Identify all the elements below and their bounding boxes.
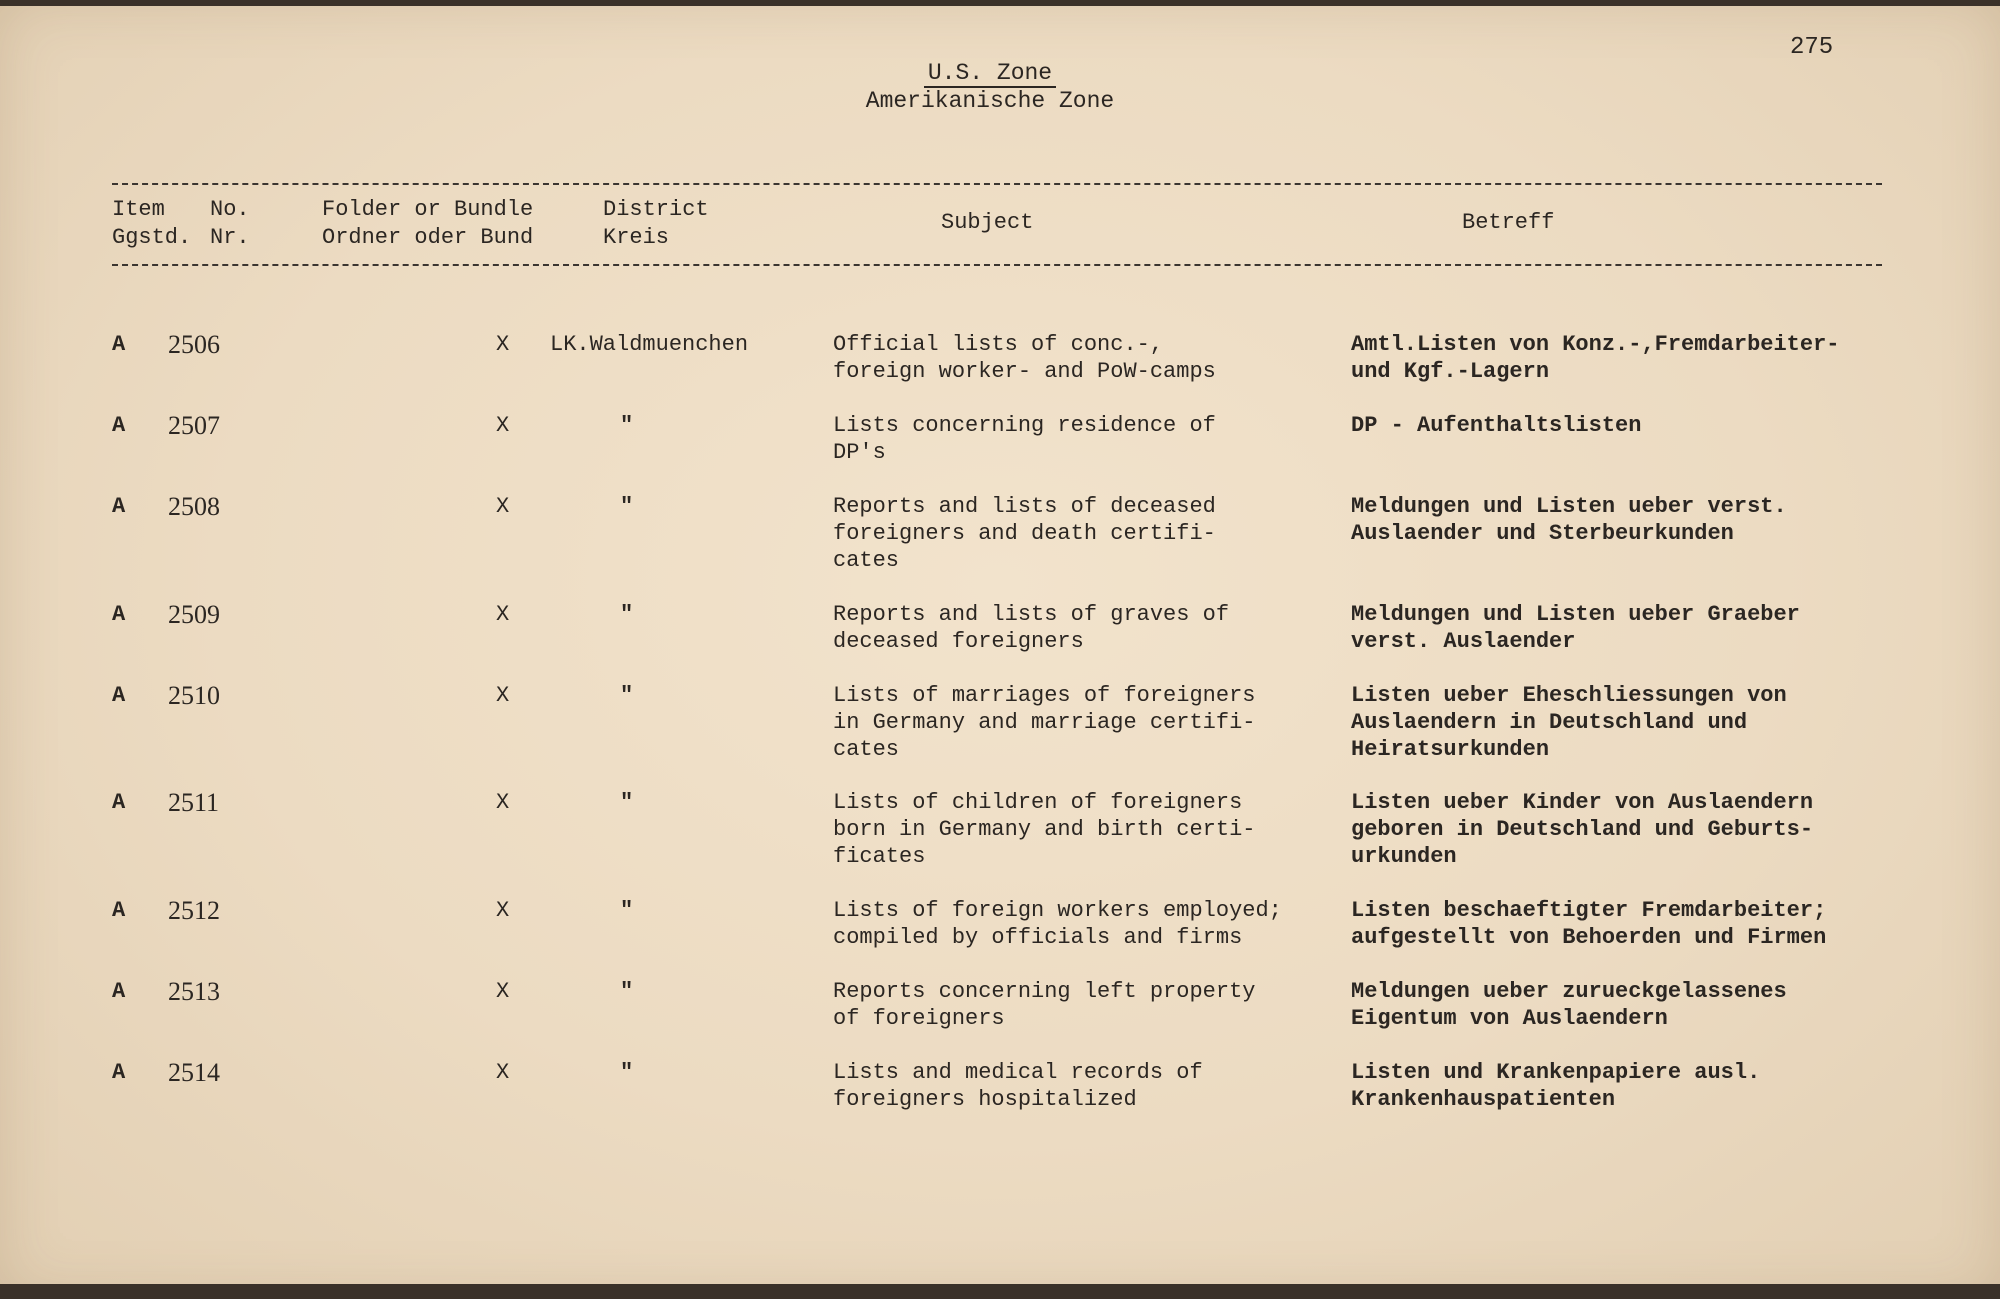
item-number: 2509 [168, 600, 220, 629]
title-line-1 [0, 60, 1980, 86]
folder-mark: X [496, 413, 510, 438]
item-number: 2506 [168, 330, 220, 359]
item-number: 2508 [168, 492, 220, 521]
header-no [210, 196, 250, 252]
item-number: 2514 [168, 1058, 220, 1087]
folder-mark: X [496, 494, 510, 519]
title-line-2: Amerikanische Zone [865, 88, 1115, 114]
subject: Reports and lists of graves of deceased foreigners [833, 602, 1230, 654]
district: LK.Waldmuenchen [550, 332, 749, 357]
betreff: DP - Aufenthaltslisten [1351, 413, 1642, 438]
betreff: Amtl.Listen von Konz.-,Fremdarbeiter- und Kgf.-Lagern [1351, 332, 1840, 384]
header-top-rule [112, 183, 1882, 185]
betreff: Listen und Krankenpapiere ausl. Krankenhauspatienten [1351, 1060, 1761, 1112]
header-no-de: Nr. [210, 225, 250, 250]
header-district [603, 196, 709, 252]
zone-title: U.S. Zone [924, 60, 1056, 88]
subject: Lists of marriages of foreigners in Germany and marriage certifi- cates [833, 683, 1256, 762]
subject: Lists of foreign workers employed; compiled by officials and firms [833, 898, 1282, 950]
item-code: A [112, 494, 126, 519]
header-district-en: District [603, 197, 709, 222]
district-ditto: " [620, 898, 634, 923]
item-number: 2512 [168, 896, 220, 925]
subject: Lists concerning residence of DP's [833, 413, 1216, 465]
header-bottom-rule [112, 264, 1882, 266]
item-code: A [112, 683, 126, 708]
header-item [112, 196, 191, 252]
betreff: Listen beschaeftigter Fremdarbeiter; aufgestellt von Behoerden und Firmen [1351, 898, 1827, 950]
item-code: A [112, 602, 126, 627]
district-ditto: " [620, 1060, 634, 1085]
header-folder [322, 196, 533, 252]
folder-mark: X [496, 979, 510, 1004]
district-ditto: " [620, 790, 634, 815]
betreff: Meldungen und Listen ueber Graeber verst. Auslaender [1351, 602, 1800, 654]
district-ditto: " [620, 602, 634, 627]
header-district-de: Kreis [603, 225, 670, 250]
subject: Reports and lists of deceased foreigners and death certifi- cates [833, 494, 1216, 573]
folder-mark: X [496, 683, 510, 708]
header-folder-en: Folder or Bundle [322, 197, 534, 222]
header-no-en: No. [210, 197, 250, 222]
betreff: Listen ueber Kinder von Auslaendern geboren in Deutschland und Geburts- urkunden [1351, 790, 1814, 869]
subject: Lists of children of foreigners born in Germany and birth certi- ficates [833, 790, 1256, 869]
header-item-de: Ggstd. [112, 225, 192, 250]
page-number: 275 [1790, 34, 1834, 61]
betreff: Meldungen ueber zurueckgelassenes Eigentum von Auslaendern [1351, 979, 1787, 1031]
folder-mark: X [496, 332, 510, 357]
header-subject: Subject [941, 210, 1034, 235]
page-top-edge [0, 0, 2000, 6]
item-code: A [112, 790, 126, 815]
subject: Lists and medical records of foreigners hospitalized [833, 1060, 1203, 1112]
district-ditto: " [620, 979, 634, 1004]
folder-mark: X [496, 790, 510, 815]
item-number: 2511 [168, 788, 220, 817]
betreff: Listen ueber Eheschliessungen von Auslaendern in Deutschland und Heiratsurkunden [1351, 683, 1787, 762]
folder-mark: X [496, 602, 510, 627]
district-ditto: " [620, 683, 634, 708]
item-number: 2513 [168, 977, 220, 1006]
item-code: A [112, 1060, 126, 1085]
header-item-en: Item [112, 197, 165, 222]
item-code: A [112, 413, 126, 438]
subject: Reports concerning left property of foreigners [833, 979, 1256, 1031]
page-bottom-edge [0, 1284, 2000, 1299]
betreff: Meldungen und Listen ueber verst. Auslaender und Sterbeurkunden [1351, 494, 1787, 546]
item-number: 2507 [168, 411, 220, 440]
item-number: 2510 [168, 681, 220, 710]
subject: Official lists of conc.-, foreign worker- and PoW-camps [833, 332, 1216, 384]
district-ditto: " [620, 413, 634, 438]
header-folder-de: Ordner oder Bund [322, 225, 534, 250]
header-betreff: Betreff [1462, 210, 1555, 235]
item-code: A [112, 332, 126, 357]
item-code: A [112, 979, 126, 1004]
folder-mark: X [496, 898, 510, 923]
folder-mark: X [496, 1060, 510, 1085]
district-ditto: " [620, 494, 634, 519]
item-code: A [112, 898, 126, 923]
